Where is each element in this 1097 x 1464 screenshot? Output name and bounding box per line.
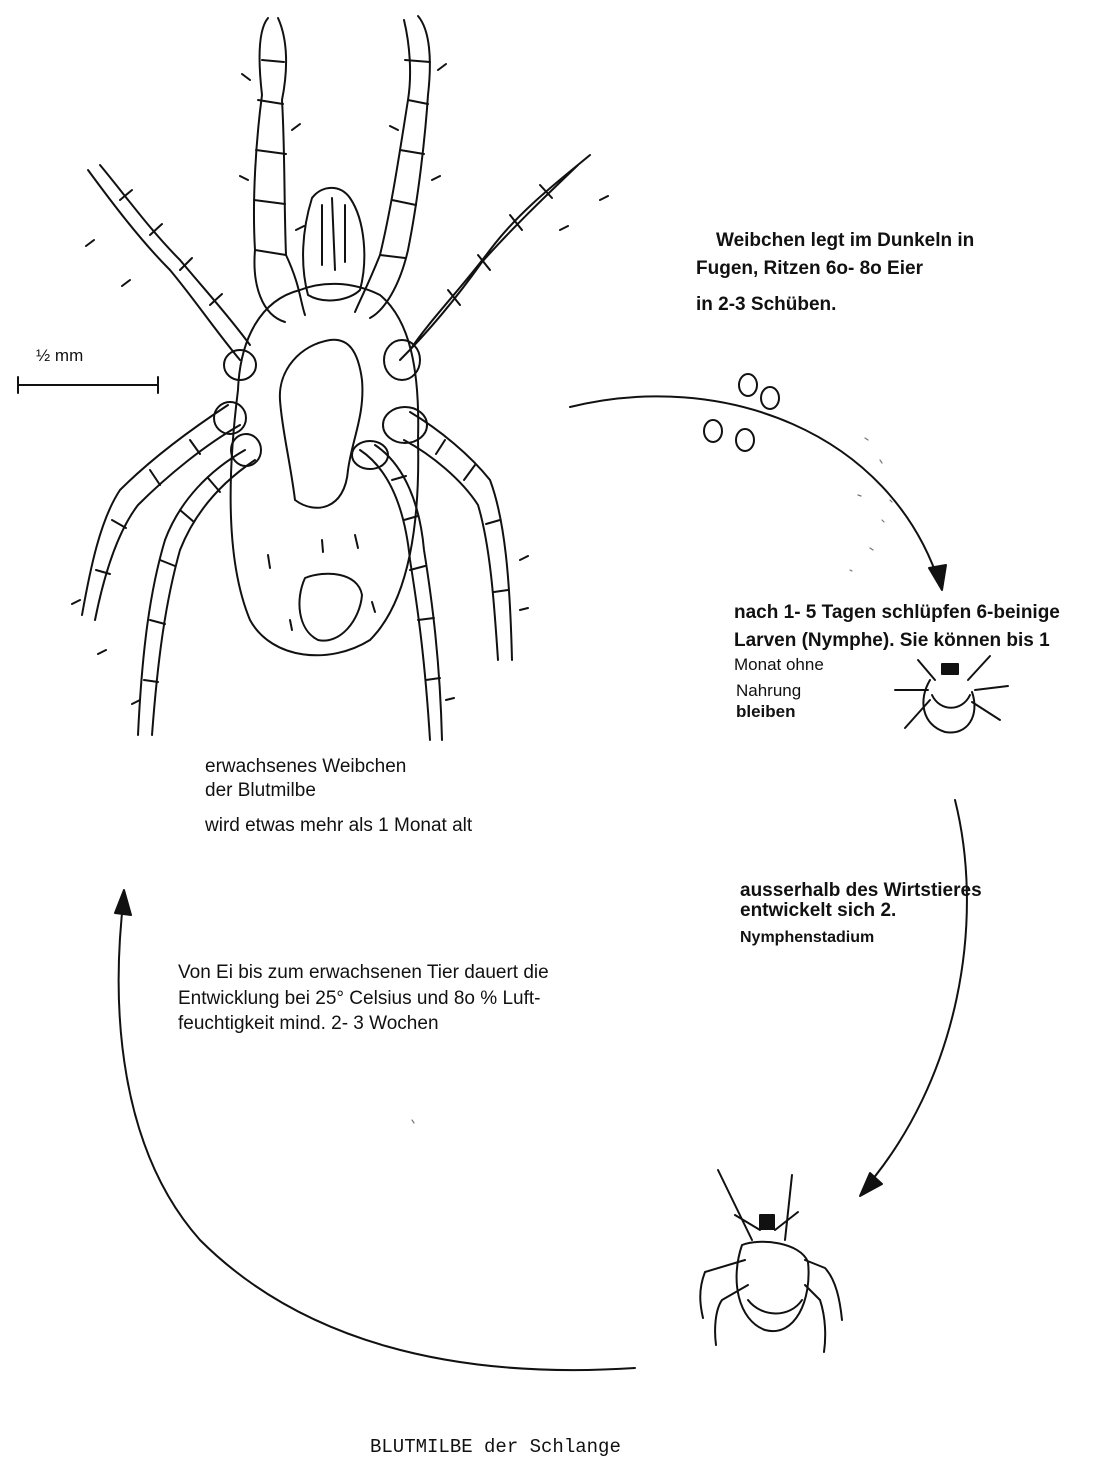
larva-description-line-2: Larven (Nymphe). Sie können bis 1 [734, 630, 1050, 651]
eggs-description-line-1: Weibchen legt im Dunkeln in [716, 230, 975, 251]
larva-description-line-4: Nahrung [736, 681, 802, 700]
adult-description-line-1: erwachsenes Weibchen [205, 756, 407, 777]
anal-plate [299, 574, 362, 641]
scale-bar-label [36, 346, 83, 366]
arrow-head-1 [929, 565, 946, 590]
scale-unit: mm [54, 346, 84, 365]
arrow-head-2 [860, 1173, 882, 1196]
leg-1-left [254, 18, 305, 322]
arrow-eggs-to-larva [570, 396, 940, 585]
larva-description-line-1: nach 1- 5 Tagen schlüpfen 6-beinige [734, 602, 1060, 623]
adult-description-line-2: der Blutmilbe [205, 780, 316, 801]
dorsal-shield [280, 340, 363, 508]
scale-fraction: ½ [36, 346, 51, 365]
nymph-drawing [700, 1170, 842, 1352]
leg-3-left [82, 405, 240, 620]
mite-body [231, 284, 419, 655]
development-line-3: feuchtigkeit mind. 2- 3 Wochen [178, 1013, 439, 1034]
eggs-drawing [704, 374, 779, 451]
nymph-description-line-1: ausserhalb des Wirtstieres [740, 880, 982, 901]
larva-description-line-5: bleiben [736, 702, 796, 721]
leg-4-left [138, 450, 255, 735]
leg-2-right [400, 155, 590, 360]
arrow-head-3 [115, 890, 131, 915]
leg-2-left [88, 165, 250, 360]
leg-4-right [360, 445, 442, 740]
scan-specks [412, 438, 892, 1123]
arrow-larva-to-nymph [862, 800, 967, 1192]
adult-mite-drawing [72, 16, 608, 740]
leg-3-right [404, 412, 512, 660]
development-line-1: Von Ei bis zum erwachsenen Tier dauert die [178, 962, 549, 983]
eggs-description-line-3: in 2-3 Schüben. [696, 294, 837, 315]
scale-bar [18, 377, 158, 393]
larva-description-line-3: Monat ohne [734, 655, 824, 674]
eggs-description-line-2: Fugen, Ritzen 6o- 8o Eier [696, 258, 923, 279]
nymph-description-line-2: entwickelt sich 2. [740, 900, 897, 921]
larva-drawing [895, 656, 1008, 732]
development-line-2: Entwicklung bei 25° Celsius und 8o % Luft- [178, 988, 541, 1009]
adult-description-line-3: wird etwas mehr als 1 Monat alt [205, 815, 473, 836]
figure-caption: BLUTMILBE der Schlange [370, 1436, 621, 1458]
nymph-description-line-3: Nymphenstadium [740, 929, 875, 946]
